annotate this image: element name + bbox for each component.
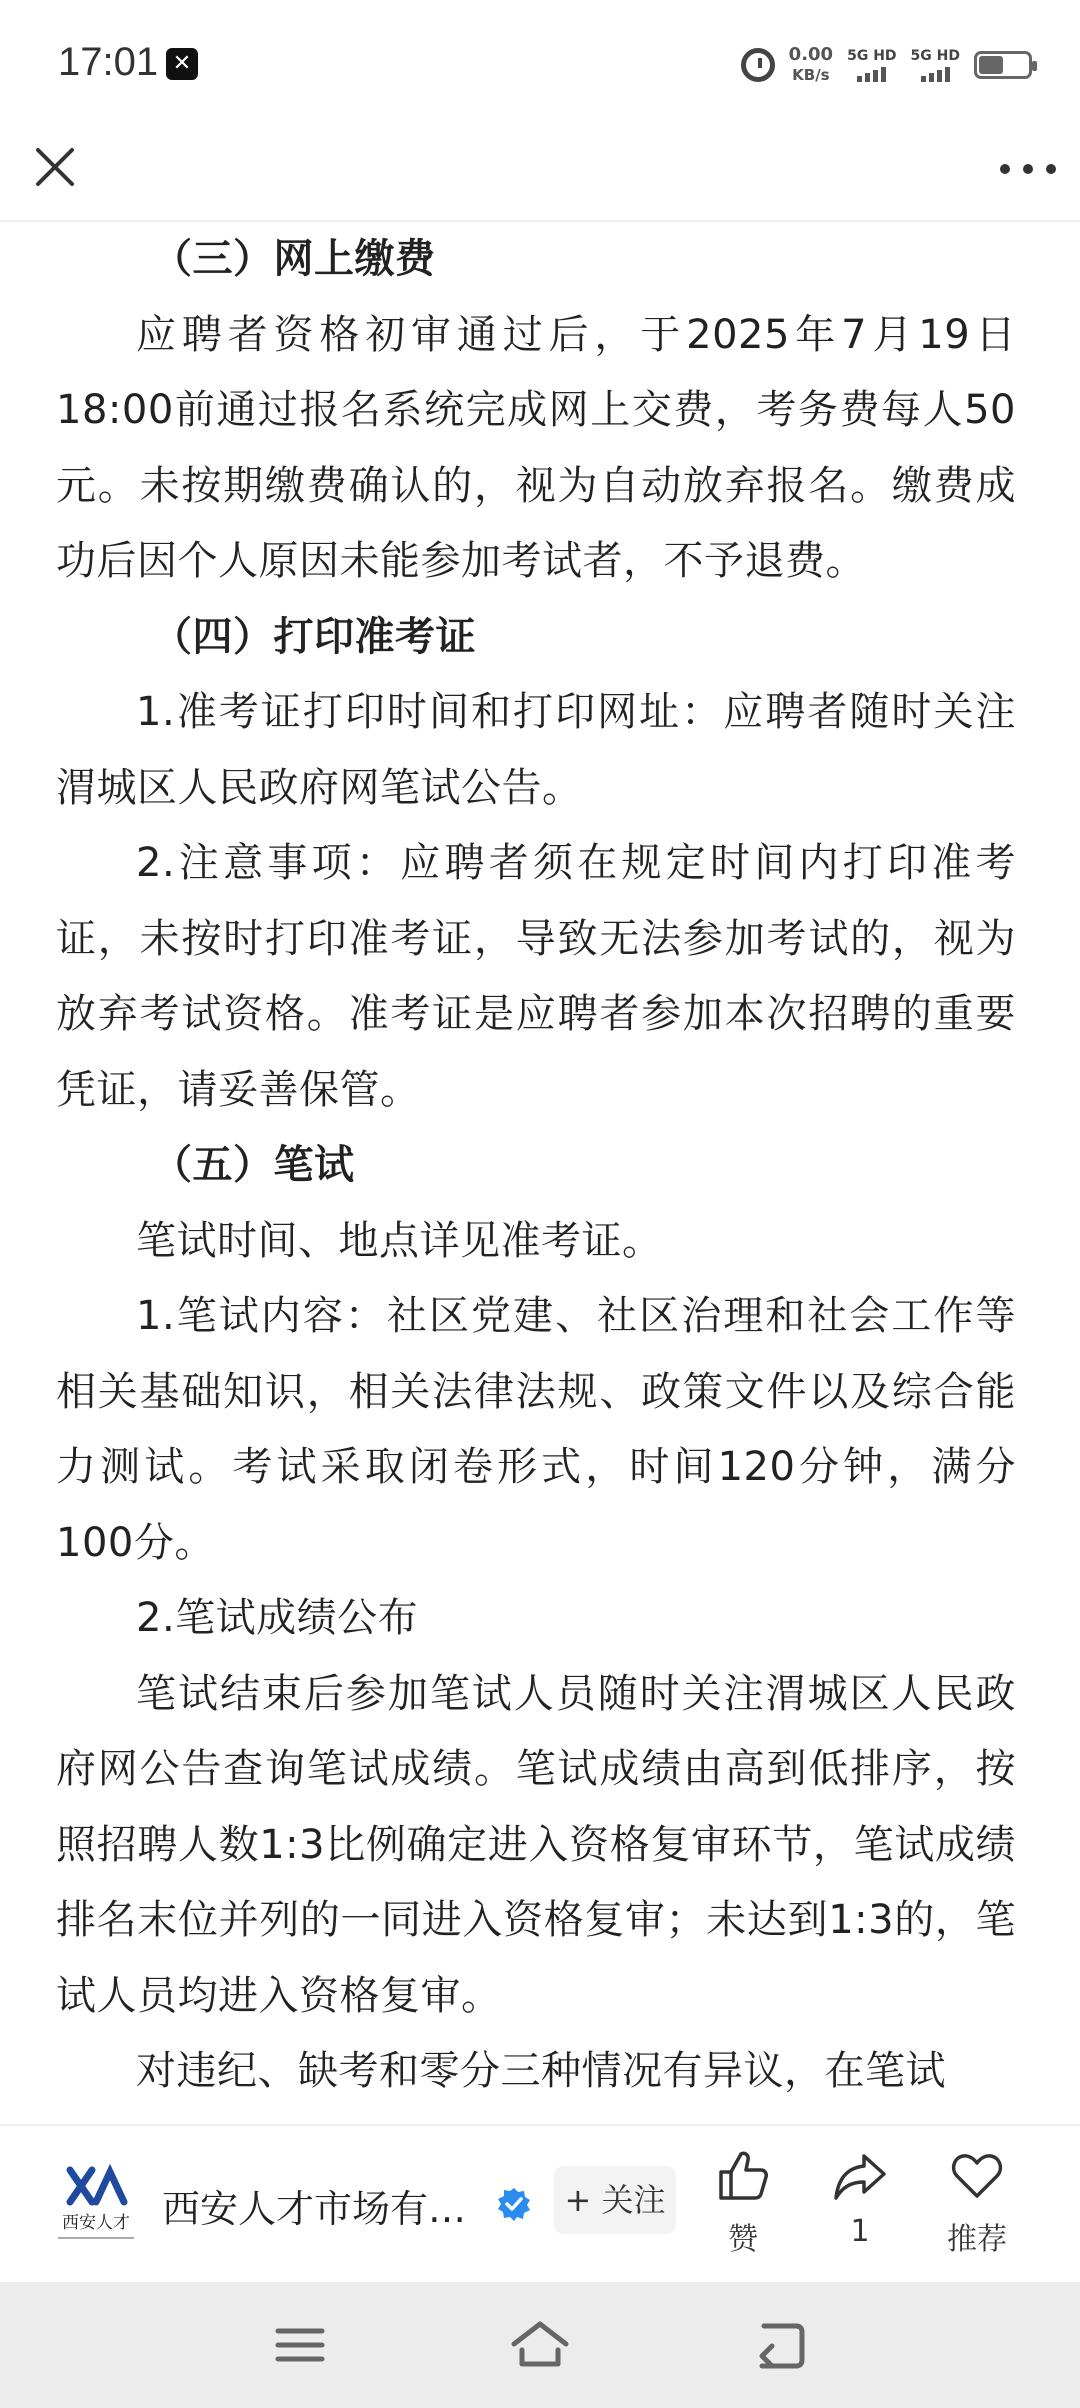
share-count: 1 xyxy=(850,2214,870,2249)
home-icon xyxy=(508,2320,572,2370)
network-speed xyxy=(789,45,833,85)
article-paragraph: 对违纪、缺考和零分三种情况有异议，在笔试 xyxy=(136,2048,946,2094)
more-options-button[interactable] xyxy=(1000,144,1056,194)
like-label: 赞 xyxy=(728,2222,758,2257)
like-button[interactable] xyxy=(688,2148,798,2258)
signal-sim2-label: 5G HD xyxy=(910,48,960,64)
article-content xyxy=(56,222,1016,2122)
signal-sim2 xyxy=(911,48,960,82)
signal-sim1 xyxy=(847,48,896,82)
close-icon xyxy=(30,142,80,192)
article-paragraph: 1.笔试内容：社区党建、社区治理和社会工作等相关基础知识，相关法律法规、政策文件以及综合能力测试。考试采取闭卷形式，时间120分钟，满分100分。 xyxy=(56,1293,1016,1566)
share-button[interactable] xyxy=(805,2148,915,2249)
signal-bars-icon xyxy=(911,67,960,82)
app-notification-icon: ✕ xyxy=(166,48,198,80)
status-indicators xyxy=(741,40,1032,90)
back-icon xyxy=(752,2320,808,2370)
account-logo-icon xyxy=(52,2162,140,2250)
network-speed-unit: KB/s xyxy=(792,66,830,84)
more-dot-icon xyxy=(1000,164,1010,174)
status-time: 17:01 xyxy=(58,40,159,84)
article-paragraph: 应聘者资格初审通过后，于2025年7月19日18:00前通过报名系统完成网上交费，考务费每人50元。未按期缴费确认的，视为自动放弃报名。缴费成功后因个人原因未能参加考试者，不予退费。 xyxy=(56,311,1016,584)
follow-button[interactable]: + 关注 xyxy=(554,2166,676,2234)
article-heading: （三）网上缴费 xyxy=(152,236,436,282)
article-paragraph: 2.笔试成绩公布 xyxy=(136,1595,419,1641)
heart-icon xyxy=(949,2148,1005,2204)
account-logo[interactable] xyxy=(52,2162,140,2250)
battery-icon xyxy=(974,51,1032,79)
verified-badge-icon xyxy=(496,2186,532,2222)
signal-bars-icon xyxy=(847,67,896,82)
menu-nav-button[interactable] xyxy=(272,2320,328,2374)
bottom-action-bar xyxy=(0,2124,1080,2282)
article-heading: （五）笔试 xyxy=(152,1142,355,1188)
home-nav-button[interactable] xyxy=(508,2320,572,2374)
share-icon xyxy=(832,2148,888,2204)
system-nav-bar xyxy=(0,2282,1080,2408)
back-nav-button[interactable] xyxy=(752,2320,808,2374)
more-dot-icon xyxy=(1046,164,1056,174)
account-logo-text: 西安人才 xyxy=(62,2213,130,2233)
account-name[interactable]: 西安人才市场有… xyxy=(162,2187,467,2231)
article-paragraph: 笔试结束后参加笔试人员随时关注渭城区人民政府网公告查询笔试成绩。笔试成绩由高到低排序，按照招聘人数1:3比例确定进入资格复审环节，笔试成绩排名末位并列的一同进入资格复审；未达到1:3的，笔试人员均进入资格复审。 xyxy=(56,1670,1016,2019)
recommend-label: 推荐 xyxy=(947,2222,1007,2257)
recommend-button[interactable] xyxy=(922,2148,1032,2258)
thumbs-up-icon xyxy=(715,2148,771,2204)
network-speed-value: 0.00 xyxy=(788,44,834,65)
article-paragraph: 笔试时间、地点详见准考证。 xyxy=(136,1217,663,1264)
article-paragraph: 2.注意事项：应聘者须在规定时间内打印准考证，未按时打印准考证，导致无法参加考试的，视为放弃考试资格。准考证是应聘者参加本次招聘的重要凭证，请妥善保管。 xyxy=(56,840,1016,1113)
signal-sim1-label: 5G HD xyxy=(847,48,897,64)
menu-icon xyxy=(272,2320,328,2370)
article-heading: （四）打印准考证 xyxy=(152,613,476,660)
article-paragraph: 1.准考证打印时间和打印网址：应聘者随时关注渭城区人民政府网笔试公告。 xyxy=(56,689,1016,811)
alarm-icon xyxy=(741,48,775,82)
close-button[interactable] xyxy=(30,142,80,192)
top-nav xyxy=(0,128,1080,222)
status-bar xyxy=(0,0,1080,128)
more-dot-icon xyxy=(1023,164,1033,174)
